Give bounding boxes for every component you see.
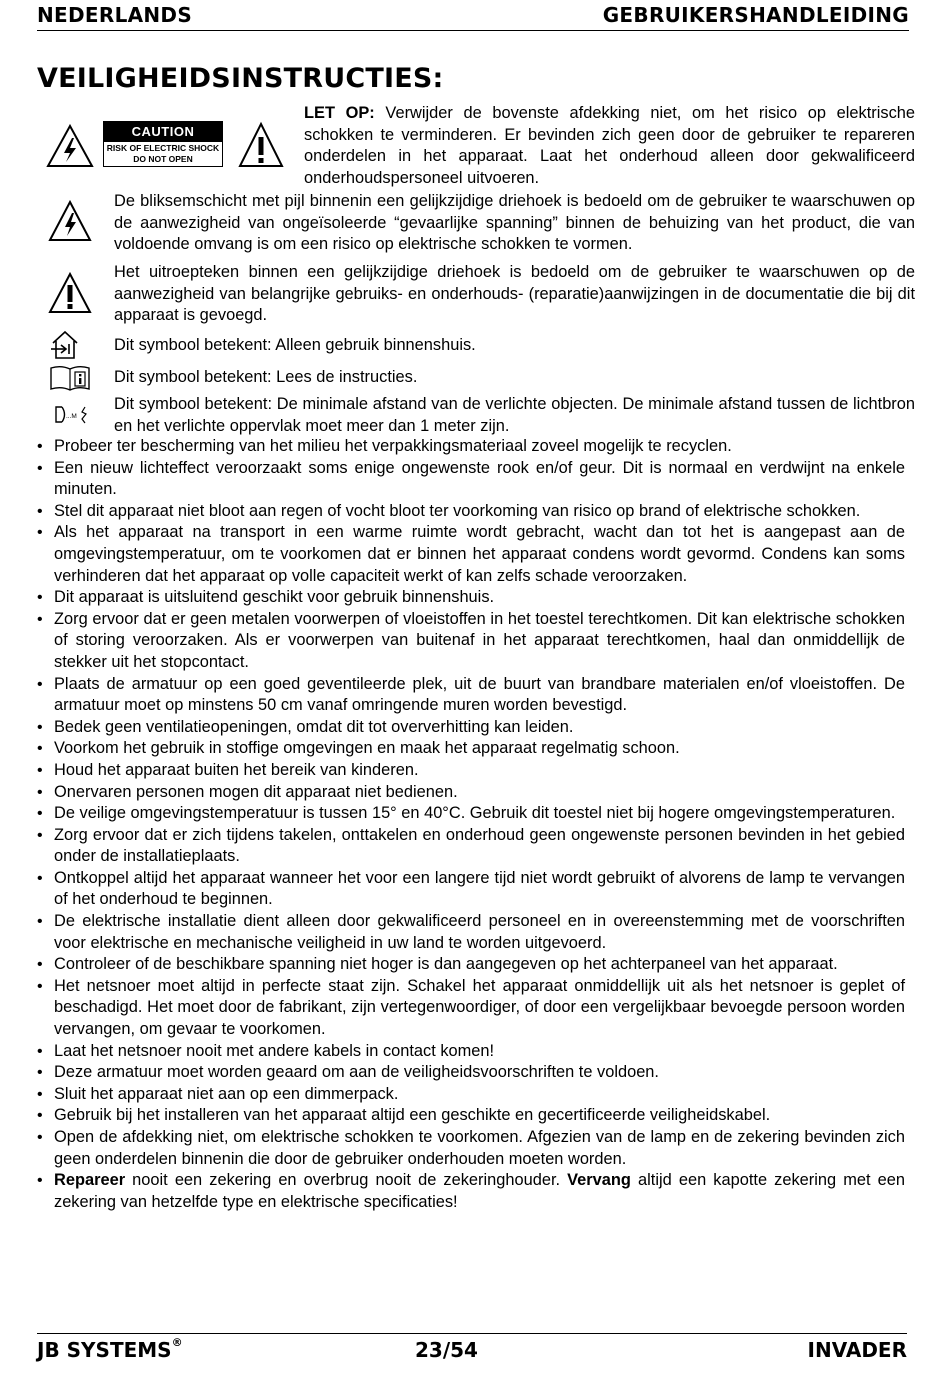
bullet-item: • Bedek geen ventilatieopeningen, omdat dit tot oververhitting kan leiden.	[37, 717, 905, 739]
fuse-bold-replace: Vervang	[567, 1171, 631, 1190]
bullet-item: • Stel dit apparaat niet bloot aan regen of vocht bloot ter voorkoming van risico op brand of elektrische schokken.	[37, 501, 905, 523]
caution-label-line1: RISK OF ELECTRIC SHOCK	[106, 143, 220, 153]
bullet-item: • Gebruik bij het installeren van het apparaat altijd een geschikte en gecertificeerde veiligheidskabel.	[37, 1105, 905, 1127]
lightning-description: De bliksemschicht met pijl binnenin een gelijkzijdige driehoek is bedoeld om de gebruiker te waarschuwen op de aanwezigheid van ongeïsoleerde “gevaarlijke spanning” binnen de behuizing van het product, die van voldoende omvang is om een risico op elektrische schokken te vormen.	[114, 192, 915, 254]
caution-label-line2: DO NOT OPEN	[133, 154, 193, 164]
bullet-item: • Zorg ervoor dat er zich tijdens takelen, onttakelen en onderhoud geen ongewenste personen bevinden in het gebied onder de installatieplaats.	[37, 825, 905, 868]
bullet-item: • Houd het apparaat buiten het bereik van kinderen.	[37, 760, 905, 782]
safety-bullet-list	[37, 436, 905, 1213]
footer-brand-name: JB SYSTEMS	[37, 1338, 172, 1362]
fuse-text-2: altijd een kapotte zekering met een zekering van hetzelfde type en elektrische specificaties!	[54, 1171, 905, 1211]
indoor-description: Dit symbool betekent: Alleen gebruik binnenshuis.	[114, 336, 476, 354]
distance-description: Dit symbool betekent: De minimale afstand van de verlichte objecten. De minimale afstand tussen de lichtbron en het verlichte oppervlak moet meer dan 1 meter zijn.	[114, 395, 915, 435]
bullet-item: • Sluit het apparaat niet aan op een dimmerpack.	[37, 1084, 905, 1106]
section-title: VEILIGHEIDSINSTRUCTIES:	[37, 63, 444, 94]
bullet-item: • Controleer of de beschikbare spanning niet hoger is dan aangegeven op het achterpaneel van het apparaat.	[37, 954, 905, 976]
bullet-item: • Deze armatuur moet worden geaard om aan de veiligheidsvoorschriften te voldoen.	[37, 1062, 905, 1084]
warning-paragraph	[304, 103, 915, 189]
bullet-item: • Als het apparaat na transport in een warme ruimte wordt gebracht, wacht dan tot het is aangepast aan de omgevingstemperatuur, om te voorkomen dat er binnen het apparaat condens wordt gevormd. Condens kan soms verhinderen dat het apparaat op volle capaciteit werkt of kan zelfs schade veroorzaken.	[37, 522, 905, 587]
lightning-symbol-icon	[48, 200, 92, 242]
bullet-item: • Probeer ter bescherming van het milieu het verpakkingsmateriaal zoveel mogelijk te recyclen.	[37, 436, 905, 458]
bullet-item: • Zorg ervoor dat er geen metalen voorwerpen of vloeistoffen in het toestel terechtkomen. Dit kan elektrische schokken of storing veroorzaken. Als er voorwerpen van buitenaf in het apparaat terechtkomen, haal dan onmiddellijk de stekker uit het stopcontact.	[37, 609, 905, 674]
page-header	[37, 2, 909, 31]
bullet-item: • Laat het netsnoer nooit met andere kabels in contact komen!	[37, 1041, 905, 1063]
distance-mark: ...M	[66, 413, 77, 420]
footer-brand	[37, 1336, 183, 1364]
registered-mark: ®	[171, 1336, 183, 1349]
lightning-warning-icon	[46, 124, 94, 168]
bullet-item: • Dit apparaat is uitsluitend geschikt voor gebruik binnenshuis.	[37, 587, 905, 609]
bullet-item: • Plaats de armatuur op een goed geventileerde plek, uit de buurt van brandbare materialen en/of vloeistoffen. De armatuur moet op minstens 50 cm vanaf omringende muren worden bevestigd.	[37, 674, 905, 717]
manual-description: Dit symbool betekent: Lees de instructies.	[114, 368, 418, 386]
bullet-item: • Ontkoppel altijd het apparaat wanneer het voor een langere tijd niet wordt gebruikt of alvorens de lamp te vervangen of het onderhoud te beginnen.	[37, 868, 905, 911]
caution-label-title: CAUTION	[104, 122, 222, 142]
minimum-distance-icon	[52, 404, 90, 426]
exclamation-warning-icon	[238, 122, 284, 168]
header-language: NEDERLANDS	[37, 3, 193, 27]
caution-label	[103, 121, 223, 167]
bullet-item: • Onervaren personen mogen dit apparaat niet bedienen.	[37, 782, 905, 804]
fuse-text-1: nooit een zekering en overbrug nooit de zekeringhouder.	[125, 1171, 568, 1190]
read-manual-icon	[49, 365, 91, 391]
bullet-item: • Een nieuw lichteffect veroorzaakt soms enige ongewenste rook en/of geur. Dit is normaal en verdwijnt na enkele minuten.	[37, 458, 905, 501]
indoor-use-icon	[50, 330, 80, 360]
exclamation-description: Het uitroepteken binnen een gelijkzijdige driehoek is bedoeld om de gebruiker te waarschuwen op de aanwezigheid van belangrijke gebruiks- en onderhouds- (reparatie)aanwijzingen in de documentatie die bij dit apparaat is gevoegd.	[114, 263, 915, 325]
bullet-item: • De veilige omgevingstemperatuur is tussen 15° en 40°C. Gebruik dit toestel niet bij hogere omgevingstemperaturen.	[37, 803, 905, 825]
bullet-item-fuse	[37, 1170, 905, 1213]
bullet-item: • De elektrische installatie dient alleen door gekwalificeerd personeel en in overeenstemming met de voorschriften voor elektrische en mechanische veiligheid in uw land te worden uitgevoerd.	[37, 911, 905, 954]
warning-bold: LET OP:	[304, 104, 375, 122]
footer-product: INVADER	[807, 1338, 907, 1362]
bullet-item: • Het netsnoer moet altijd in perfecte staat zijn. Schakel het apparaat onmiddellijk uit als het netsnoer is geplet of beschadigd. Het moet door de fabrikant, zijn vertegenwoordiger, of door een vergelijkbaar bevoegde persoon worden vervangen, om gevaar te voorkomen.	[37, 976, 905, 1041]
exclamation-symbol-icon	[48, 272, 92, 314]
bullet-item: • Open de afdekking niet, om elektrische schokken te voorkomen. Afgezien van de lamp en de zekering bevinden zich geen onderdelen binnenin die door de gebruiker onderhouden moeten worden.	[37, 1127, 905, 1170]
fuse-bold-repair: Repareer	[54, 1171, 126, 1190]
header-doc-type: GEBRUIKERSHANDLEIDING	[602, 3, 909, 27]
warning-text: Verwijder de bovenste afdekking niet, om het risico op elektrische schokken te verminderen. Er bevinden zich geen door de gebruiker te repareren onderdelen in het apparaat. Laat het onderhoud alleen door gekwalificeerd onderhoudspersoneel uitvoeren.	[304, 104, 915, 187]
bullet-item: • Voorkom het gebruik in stoffige omgevingen en maak het apparaat regelmatig schoon.	[37, 738, 905, 760]
page-footer	[37, 1333, 907, 1364]
page-number: 23/54	[415, 1338, 478, 1362]
